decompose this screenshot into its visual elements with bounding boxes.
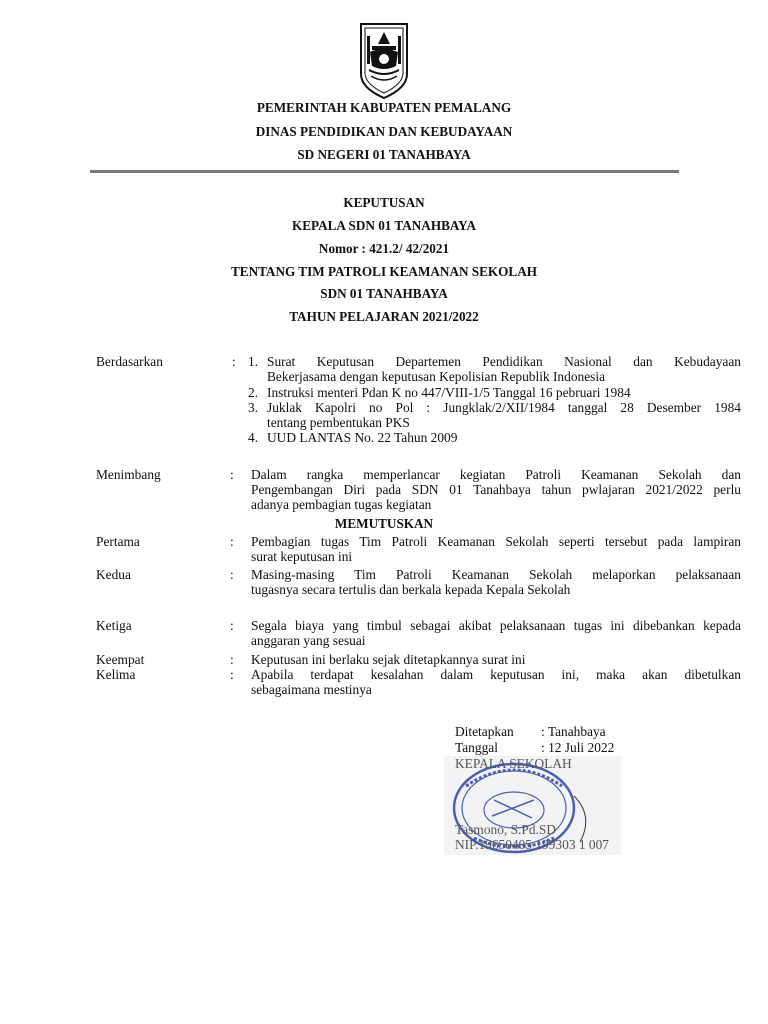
kelima-line: sebagaimana mestinya — [251, 682, 372, 697]
keempat-label: Keempat — [96, 652, 145, 667]
kelima-text — [251, 667, 741, 697]
title-kepala: KEPALA SDN 01 TANAHBAYA — [291, 218, 477, 233]
kepala-sekolah-title: KEPALA SEKOLAH — [455, 756, 572, 771]
item-number: 4. — [248, 430, 259, 445]
pertama-line: Pembagian tugas Tim Patroli Keamanan Sekolah seperti tersebut pada lampiran — [251, 534, 741, 549]
pertama-label: Pertama — [96, 534, 140, 549]
ketiga-label: Ketiga — [96, 618, 132, 633]
berdasarkan-colon: : — [232, 354, 236, 369]
ketiga-colon: : — [230, 618, 234, 633]
kelima-line: Apabila terdapat kesalahan dalam keputusan ini, maka akan dibetulkan — [251, 667, 741, 682]
berdasarkan-item-text: Surat Keputusan Departemen Pendidikan Nasional dan Kebudayaan — [267, 354, 741, 369]
ketiga-line: Segala biaya yang timbul sebagai akibat pelaksanaan tugas ini dibebankan kepada — [251, 618, 741, 633]
header-divider — [90, 170, 679, 173]
ditetapkan-value: : Tanahbaya — [541, 724, 606, 739]
kedua-line: Masing-masing Tim Patroli Keamanan Sekolah melaporkan pelaksanaan — [251, 567, 741, 582]
pertama-colon: : — [230, 534, 234, 549]
headmaster-nip: NIP.19650405 199303 1 007 — [455, 837, 609, 852]
kelima-label: Kelima — [96, 667, 136, 682]
kedua-line: tugasnya secara tertulis dan berkala kepada Kepala Sekolah — [251, 582, 571, 597]
kedua-text — [251, 567, 741, 597]
tanggal-value: : 12 Juli 2022 — [541, 740, 615, 755]
keempat-line: Keputusan ini berlaku sejak ditetapkannya surat ini — [251, 652, 526, 667]
keempat-colon: : — [230, 652, 234, 667]
tanggal-label: Tanggal — [455, 740, 498, 755]
menimbang-text — [251, 467, 741, 512]
ditetapkan-label: Ditetapkan — [455, 724, 514, 739]
berdasarkan-item-text: Bekerjasama dengan keputusan Kepolisian Republik Indonesia — [267, 369, 606, 384]
pertama-text — [251, 534, 741, 564]
keempat-text — [251, 652, 741, 667]
regency-coat-of-arms-logo — [359, 22, 409, 100]
item-number: 1. — [248, 354, 259, 369]
menimbang-line: Pengembangan Diri pada SDN 01 Tanahbaya tahun pwlajaran 2021/2022 perlu — [251, 482, 741, 497]
menimbang-line: adanya pembagian tugas kegiatan — [251, 497, 432, 512]
title-school: SDN 01 TANAHBAYA — [320, 286, 448, 301]
title-keputusan: KEPUTUSAN — [343, 195, 425, 210]
header-line-school: SD NEGERI 01 TANAHBAYA — [297, 147, 471, 162]
menimbang-colon: : — [230, 467, 234, 482]
kedua-label: Kedua — [96, 567, 131, 582]
ketiga-text — [251, 618, 741, 648]
kedua-colon: : — [230, 567, 234, 582]
pertama-line: surat keputusan ini — [251, 549, 353, 564]
title-year: TAHUN PELAJARAN 2021/2022 — [289, 309, 479, 324]
berdasarkan-item-text: Juklak Kapolri no Pol : Jungklak/2/XII/1984 tanggal 28 Desember 1984 — [267, 400, 741, 415]
item-number: 3. — [248, 400, 259, 415]
header-line-agency: DINAS PENDIDIKAN DAN KEBUDAYAAN — [255, 124, 513, 139]
berdasarkan-item-text: UUD LANTAS No. 22 Tahun 2009 — [267, 430, 458, 445]
berdasarkan-label: Berdasarkan — [96, 354, 163, 369]
headmaster-name: Tasmono, S.Pd.SD — [455, 822, 556, 837]
kelima-colon: : — [230, 667, 234, 682]
berdasarkan-item-text: Instruksi menteri Pdan K no 447/VIII-1/5 Tanggal 16 pebruari 1984 — [267, 385, 631, 400]
memutuskan-heading: MEMUTUSKAN — [334, 516, 434, 531]
berdasarkan-item-text: tentang pembentukan PKS — [267, 415, 410, 430]
header-line-government: PEMERINTAH KABUPATEN PEMALANG — [256, 100, 512, 115]
title-tentang: TENTANG TIM PATROLI KEAMANAN SEKOLAH — [230, 264, 538, 279]
title-nomor: Nomor : 421.2/ 42/2021 — [318, 241, 450, 256]
item-number: 2. — [248, 385, 259, 400]
menimbang-label: Menimbang — [96, 467, 161, 482]
menimbang-line: Dalam rangka memperlancar kegiatan Patroli Keamanan Sekolah dan — [251, 467, 741, 482]
ketiga-line: anggaran yang sesuai — [251, 633, 366, 648]
